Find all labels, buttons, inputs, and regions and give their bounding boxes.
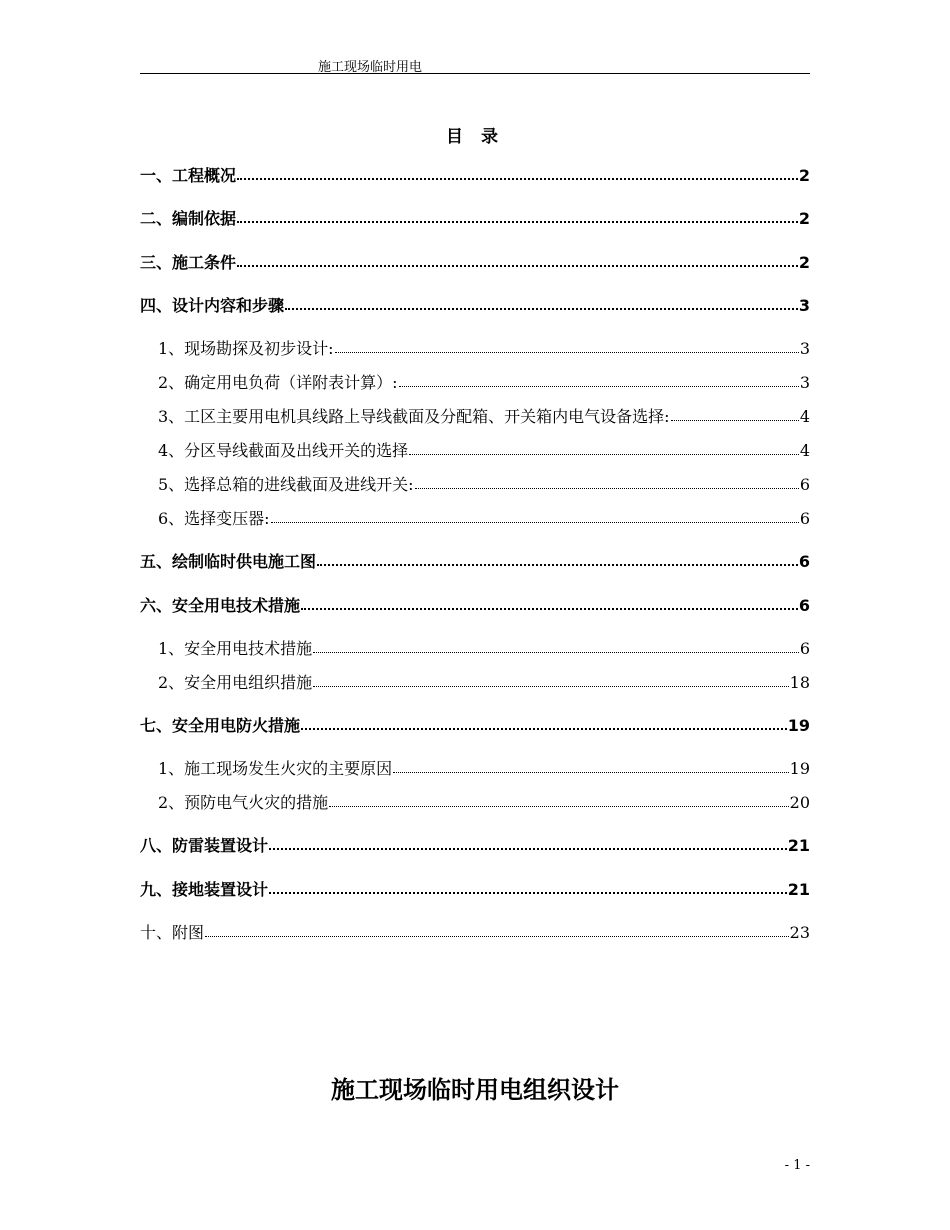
toc-dot-leader bbox=[237, 210, 798, 224]
toc-entry-label: 十、附图 bbox=[140, 923, 205, 942]
toc-entry-label: 三、施工条件 bbox=[140, 253, 237, 272]
toc-entry-page: 3 bbox=[799, 339, 810, 358]
toc-subentry[interactable] bbox=[158, 508, 810, 530]
toc-entry-label: 1、安全用电技术措施 bbox=[158, 639, 313, 658]
toc-entry-label: 二、编制依据 bbox=[140, 209, 237, 228]
toc-entry-label: 1、施工现场发生火灾的主要原因 bbox=[158, 759, 393, 778]
toc-entry-page: 2 bbox=[798, 253, 810, 272]
toc-entry-label: 2、确定用电负荷（详附表计算）: bbox=[158, 373, 398, 392]
toc-entry-page: 6 bbox=[798, 552, 810, 571]
toc-dot-leader bbox=[237, 167, 798, 181]
toc-entry[interactable] bbox=[140, 252, 810, 274]
toc-dot-leader bbox=[271, 510, 799, 524]
toc-dot-leader bbox=[409, 442, 799, 456]
toc-dot-leader bbox=[415, 476, 799, 490]
toc-entry-page: 21 bbox=[787, 836, 810, 855]
toc-entry[interactable] bbox=[140, 922, 810, 944]
toc-dot-leader bbox=[301, 717, 787, 731]
toc-subentry[interactable] bbox=[158, 672, 810, 694]
toc-entry[interactable] bbox=[140, 295, 810, 317]
toc-entry-page: 19 bbox=[789, 759, 810, 778]
toc-dot-leader bbox=[313, 640, 799, 654]
toc-entry-page: 3 bbox=[798, 296, 810, 315]
toc-subentry[interactable] bbox=[158, 758, 810, 780]
toc-dot-leader bbox=[313, 674, 788, 688]
toc-entry[interactable] bbox=[140, 551, 810, 573]
toc-entry-label: 2、预防电气火灾的措施 bbox=[158, 793, 329, 812]
toc-subentry[interactable] bbox=[158, 372, 810, 394]
toc-subentry[interactable] bbox=[158, 440, 810, 462]
toc-entry-page: 19 bbox=[787, 716, 810, 735]
toc-entry-page: 6 bbox=[799, 475, 810, 494]
toc-entry-label: 一、工程概况 bbox=[140, 166, 237, 185]
toc-entry-page: 21 bbox=[787, 880, 810, 899]
header-rule bbox=[140, 73, 810, 74]
toc-entry[interactable] bbox=[140, 595, 810, 617]
toc-subentry[interactable] bbox=[158, 338, 810, 360]
toc-entry[interactable] bbox=[140, 879, 810, 901]
toc-entry-page: 6 bbox=[798, 596, 810, 615]
toc-entry-page: 2 bbox=[798, 209, 810, 228]
toc-dot-leader bbox=[285, 297, 798, 311]
page-number: - 1 - bbox=[784, 1158, 810, 1173]
toc-subentry[interactable] bbox=[158, 406, 810, 428]
toc-entry-label: 2、安全用电组织措施 bbox=[158, 673, 313, 692]
toc-entry-label: 六、安全用电技术措施 bbox=[140, 596, 301, 615]
toc-dot-leader bbox=[205, 924, 789, 938]
toc-entry-page: 23 bbox=[789, 923, 810, 942]
toc-entry-page: 4 bbox=[799, 441, 810, 460]
toc-dot-leader bbox=[671, 408, 799, 422]
header-text: 施工现场临时用电 bbox=[318, 60, 423, 75]
toc-dot-leader bbox=[301, 597, 798, 611]
toc-entry-page: 6 bbox=[799, 509, 810, 528]
toc-entry-label: 5、选择总箱的进线截面及进线开关: bbox=[158, 475, 414, 494]
toc-dot-leader bbox=[329, 794, 788, 808]
toc-subentry[interactable] bbox=[158, 638, 810, 660]
toc-entry-label: 七、安全用电防火措施 bbox=[140, 716, 301, 735]
toc-entry[interactable] bbox=[140, 208, 810, 230]
toc-entry-page: 20 bbox=[789, 793, 810, 812]
toc-entry-page: 2 bbox=[798, 166, 810, 185]
toc-entry-page: 3 bbox=[799, 373, 810, 392]
toc-entry-page: 18 bbox=[789, 673, 810, 692]
toc-subentry[interactable] bbox=[158, 474, 810, 496]
toc-entry-label: 4、分区导线截面及出线开关的选择 bbox=[158, 441, 409, 460]
toc-dot-leader bbox=[393, 760, 788, 774]
toc-dot-leader bbox=[399, 374, 799, 388]
toc-entry-page: 4 bbox=[799, 407, 810, 426]
toc-entry-page: 6 bbox=[799, 639, 810, 658]
toc-title: 目 录 bbox=[446, 127, 504, 147]
toc-entry-label: 1、现场勘探及初步设计: bbox=[158, 339, 334, 358]
toc-entry-label: 八、防雷装置设计 bbox=[140, 836, 269, 855]
toc-entry[interactable] bbox=[140, 165, 810, 187]
toc-entry-label: 四、设计内容和步骤 bbox=[140, 296, 285, 315]
toc-dot-leader bbox=[269, 881, 787, 895]
toc-entry-label: 6、选择变压器: bbox=[158, 509, 270, 528]
toc-entry-label: 五、绘制临时供电施工图 bbox=[140, 552, 317, 571]
document-title: 施工现场临时用电组织设计 bbox=[331, 1076, 619, 1104]
toc-subentry[interactable] bbox=[158, 792, 810, 814]
toc-entry[interactable] bbox=[140, 835, 810, 857]
toc-dot-leader bbox=[335, 340, 799, 354]
toc-dot-leader bbox=[237, 254, 798, 268]
toc-dot-leader bbox=[269, 837, 787, 851]
toc-entry-label: 九、接地装置设计 bbox=[140, 880, 269, 899]
toc-dot-leader bbox=[317, 553, 798, 567]
toc-entry-label: 3、工区主要用电机具线路上导线截面及分配箱、开关箱内电气设备选择: bbox=[158, 407, 670, 426]
toc-entry[interactable] bbox=[140, 715, 810, 737]
